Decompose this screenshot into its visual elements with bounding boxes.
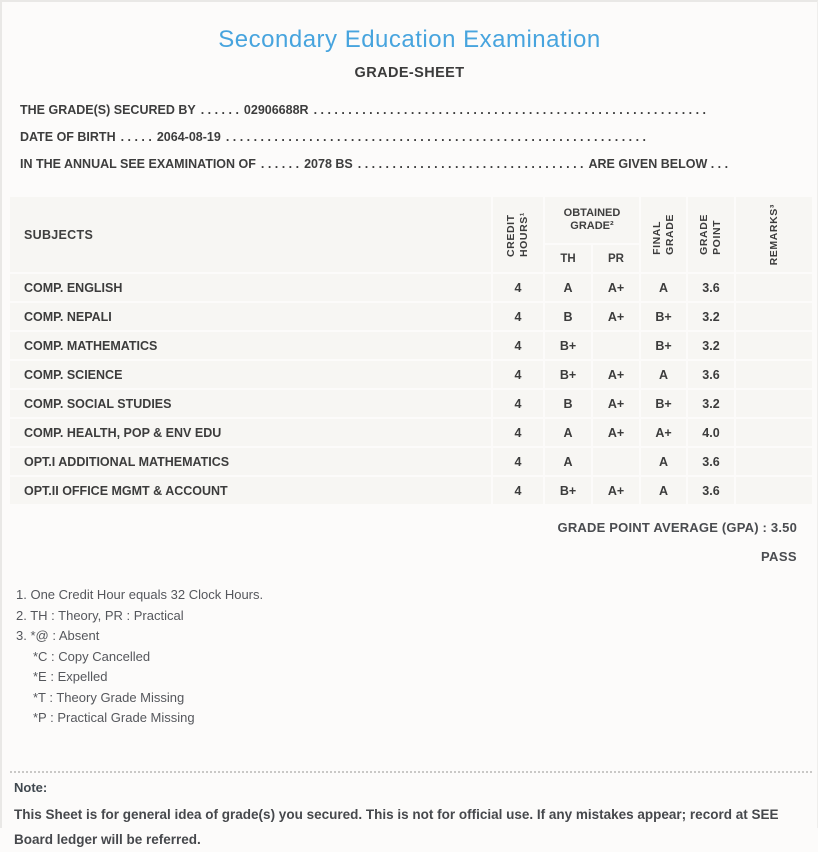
practical-grade-cell: A+ (593, 390, 639, 417)
practical-grade-cell (593, 332, 639, 359)
theory-grade-cell: A (545, 419, 591, 446)
dotted-divider (10, 771, 812, 773)
remarks-cell (736, 303, 812, 330)
info-line-secured-by (20, 97, 810, 124)
grade-point-cell: 3.6 (688, 477, 734, 504)
remarks-cell (736, 477, 812, 504)
info-tail: ARE GIVEN BELOW . . . (588, 157, 729, 171)
final-grade-cell: A (641, 361, 686, 388)
theory-grade-cell: B (545, 390, 591, 417)
subject-cell: COMP. SCIENCE (10, 361, 491, 388)
rotated-text: FINAL GRADE (650, 214, 676, 255)
info-lines (10, 97, 809, 178)
credit-hours-cell: 4 (493, 332, 543, 359)
theory-grade-cell: B+ (545, 332, 591, 359)
remarks-cell (736, 361, 812, 388)
header-credit-hours (493, 197, 543, 272)
practical-grade-cell: A+ (593, 361, 639, 388)
rotated-text: GRADE POINT (698, 214, 723, 255)
footnote-item: *C : Copy Cancelled (33, 648, 151, 664)
note-label: Note: (14, 779, 48, 795)
header-final-grade (641, 197, 686, 272)
theory-grade-cell: B+ (545, 361, 591, 388)
final-grade-cell: A (641, 274, 686, 301)
page-title: Secondary Education Examination (218, 26, 601, 53)
grade-point-cell: 3.6 (688, 274, 734, 301)
footnote-item: 1. One Credit Hour equals 32 Clock Hours. (16, 587, 264, 602)
credit-hours-cell: 4 (493, 390, 543, 417)
info-label: DATE OF BIRTH (20, 130, 116, 144)
grade-point-cell: 3.6 (688, 361, 734, 388)
remarks-cell (736, 274, 812, 301)
final-grade-cell: B+ (641, 303, 686, 330)
note-text: This Sheet is for general idea of grade(s) you secured. This is not for official use. If any mistakes appear; record at SEE Board ledger will be referred. (14, 806, 779, 847)
header-th: TH (545, 245, 591, 272)
theory-grade-cell: B+ (545, 477, 591, 504)
grade-point-cell: 3.2 (688, 303, 734, 330)
header-subjects: SUBJECTS (10, 197, 491, 272)
summary-block (10, 520, 809, 564)
leader-dots: . . . . . . . . . . . . . . . . . . . . . . . . . . . . . . . . . . . . . . . . . . . . . . . . . . . . . . . . . . . . . (225, 130, 647, 144)
result-status: PASS (760, 549, 797, 564)
remarks-cell (736, 332, 812, 359)
leader-dots: . . . . . . . . . . . . . . . . . . . . . . . . . . . . . . . . . (357, 157, 584, 171)
footnote-item: *P : Practical Grade Missing (33, 710, 195, 725)
subject-cell: COMP. HEALTH, POP & ENV EDU (10, 419, 491, 446)
subject-cell: COMP. SOCIAL STUDIES (10, 390, 491, 417)
leader-dots: . . . . . . . . . . . . . . . . . . . . . . . . . . . . . . . . . . . . . . . . . . . . . . . . . . . . . . . . . (313, 103, 707, 117)
gpa-line: GRADE POINT AVERAGE (GPA) : 3.50 (557, 520, 797, 535)
credit-hours-cell: 4 (493, 477, 543, 504)
grade-sheet-subtitle: GRADE-SHEET (354, 65, 465, 81)
subject-cell: OPT.I ADDITIONAL MATHEMATICS (10, 448, 491, 475)
practical-grade-cell: A+ (593, 303, 639, 330)
subject-cell: COMP. MATHEMATICS (10, 332, 491, 359)
theory-grade-cell: B (545, 303, 591, 330)
grade-point-cell: 3.6 (688, 448, 734, 475)
grade-table (10, 197, 812, 504)
info-label: THE GRADE(S) SECURED BY (20, 103, 196, 117)
final-grade-cell: A (641, 448, 686, 475)
header-pr: PR (593, 245, 639, 272)
practical-grade-cell: A+ (593, 274, 639, 301)
grade-sheet-page (2, 26, 817, 852)
symbol-number-value: 02906688R (243, 103, 309, 117)
remarks-cell (736, 390, 812, 417)
grade-point-cell: 4.0 (688, 419, 734, 446)
final-grade-cell: A+ (641, 419, 686, 446)
final-grade-cell: A (641, 477, 686, 504)
credit-hours-cell: 4 (493, 303, 543, 330)
leader-dots: . . . . . . (200, 103, 239, 117)
rotated-text: CREDIT HOURS¹ (505, 211, 530, 257)
header-remarks: REMARKS³ (736, 197, 812, 272)
credit-hours-cell: 4 (493, 274, 543, 301)
practical-grade-cell: A+ (593, 419, 639, 446)
final-grade-cell: B+ (641, 390, 686, 417)
footnote-item: 2. TH : Theory, PR : Practical (16, 607, 184, 623)
credit-hours-cell: 4 (493, 448, 543, 475)
grade-point-cell: 3.2 (688, 390, 734, 417)
leader-dots: . . . . . (120, 130, 152, 144)
info-line-dob (20, 124, 810, 151)
footnote-item: 3. *@ : Absent (16, 628, 100, 643)
subject-cell: COMP. ENGLISH (10, 274, 491, 301)
credit-hours-cell: 4 (493, 361, 543, 388)
footnote-item: *E : Expelled (33, 669, 108, 684)
footnotes (10, 585, 809, 729)
practical-grade-cell: A+ (593, 477, 639, 504)
remarks-cell (736, 419, 812, 446)
credit-hours-cell: 4 (493, 419, 543, 446)
practical-grade-cell (593, 448, 639, 475)
dob-value: 2064-08-19 (156, 130, 221, 144)
final-grade-cell: B+ (641, 332, 686, 359)
info-line-exam-year (20, 151, 810, 178)
exam-year-value: 2078 BS (304, 157, 353, 171)
grade-point-cell: 3.2 (688, 332, 734, 359)
theory-grade-cell: A (545, 274, 591, 301)
remarks-cell (736, 448, 812, 475)
leader-dots: . . . . . . (260, 157, 300, 171)
footnote-item: *T : Theory Grade Missing (33, 689, 185, 705)
subject-cell: COMP. NEPALI (10, 303, 491, 330)
info-label: IN THE ANNUAL SEE EXAMINATION OF (20, 157, 256, 171)
header-grade-point (688, 197, 734, 272)
header-obtained-grade: OBTAINED GRADE² (545, 197, 639, 243)
subject-cell: OPT.II OFFICE MGMT & ACCOUNT (10, 477, 491, 504)
theory-grade-cell: A (545, 448, 591, 475)
